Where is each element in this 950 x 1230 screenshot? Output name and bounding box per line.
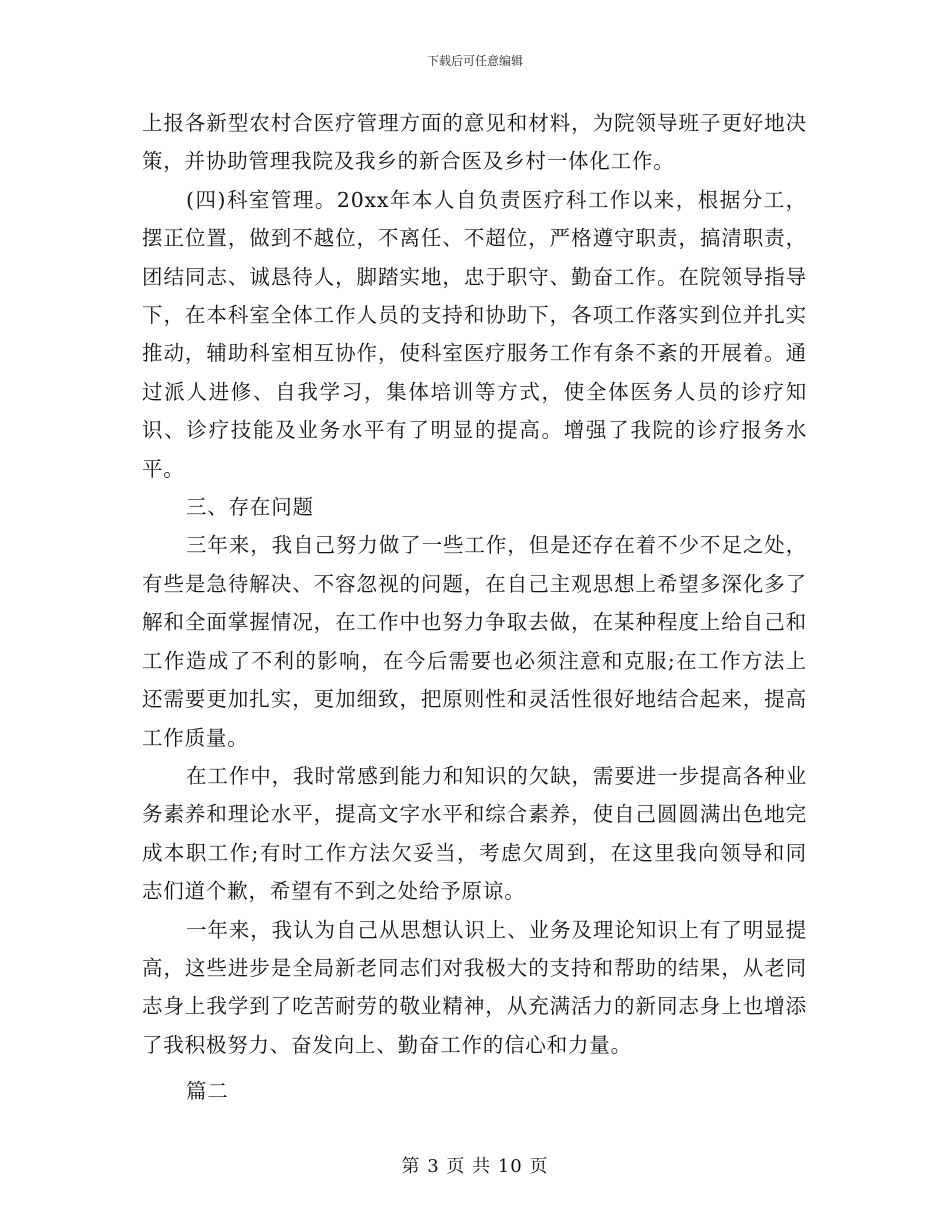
document-body (142, 104, 807, 1111)
paragraph-continuation: 上报各新型农村合医疗管理方面的意见和材料，为院领导班子更好地决策，并协助管理我院及我乡的新合医及乡村一体化工作。 (142, 111, 807, 174)
section-heading-problems: 三、存在问题 (186, 495, 314, 520)
paragraph-department-management: (四)科室管理。20xx年本人自负责医疗科工作以来，根据分工，摆正位置，做到不越位，不离任、不超位，严格遵守职责，搞清职责，团结同志、诚恳待人，脚踏实地，忠于职守、勤奋工作。在院领导指导下，在本科室全体工作人员的支持和协助下，各项工作落实到位并扎实推动，辅助科室相互协作，使科室医疗服务工作有条不紊的开展着。通过派人进修、自我学习，集体培训等方式，使全体医务人员的诊疗知识、诊疗技能及业务水平有了明显的提高。增强了我院的诊疗报务水平。 (142, 187, 807, 481)
paragraph-year-summary: 一年来，我认为自己从思想认识上、业务及理论知识上有了明显提高，这些进步是全局新老同志们对我极大的支持和帮助的结果，从老同志身上我学到了吃苦耐劳的敬业精神，从充满活力的新同志身上也增添了我积极努力、奋发向上、勤奋工作的信心和力量。 (142, 917, 807, 1057)
page-number: 第 3 页 共 10 页 (401, 1156, 549, 1177)
paragraph-shortcomings: 三年来，我自己努力做了一些工作，但是还存在着不少不足之处，有些是急待解决、不容忽视的问题，在自己主观思想上希望多深化多了解和全面掌握情况，在工作中也努力争取去做，在某种程度上给自己和工作造成了不利的影响，在今后需要也必须注意和克服;在工作方法上还需要更加扎实，更加细致，把原则性和灵活性很好地结合起来，提高工作质量。 (142, 533, 807, 750)
page-header: 下载后可任意编辑 (426, 54, 523, 68)
paragraph-lack-of-ability: 在工作中，我时常感到能力和知识的欠缺，需要进一步提高各种业务素养和理论水平，提高文字水平和综合素养，使自己圆圆满出色地完成本职工作;有时工作方法欠妥当，考虑欠周到，在这里我向领导和同志们道个歉，希望有不到之处给予原谅。 (142, 763, 807, 904)
section-heading-part-two: 篇二 (186, 1079, 229, 1104)
